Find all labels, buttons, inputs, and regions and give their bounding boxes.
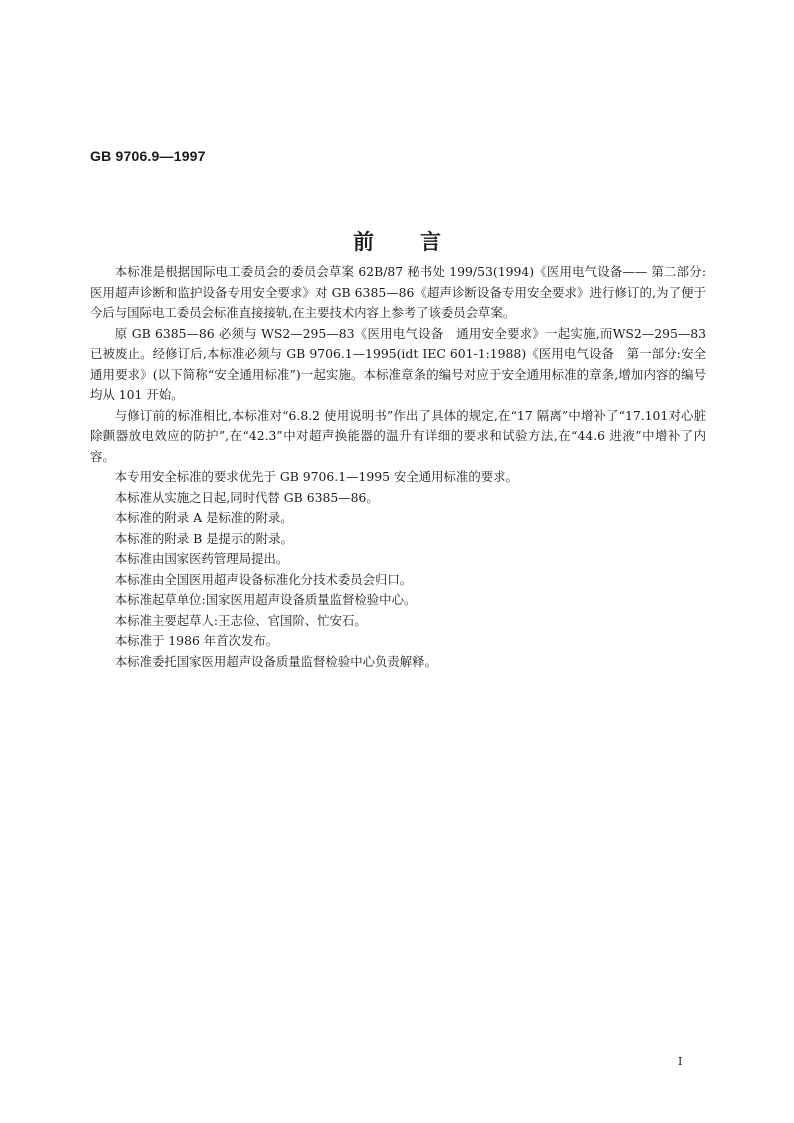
paragraph-12: 本标准于 1986 年首次发布。 bbox=[114, 633, 279, 648]
page-title-part-1: 前 bbox=[353, 230, 374, 254]
paragraph-8: 本标准由国家医药管理局提出。 bbox=[114, 551, 289, 566]
page-number: I bbox=[678, 1055, 683, 1068]
paragraph-2: 原 GB 6385—86 必须与 WS2—295—83《医用电气设备 通用安全要求》一起实施,而WS2—295—83已被废止。经修订后,本标准必须与 GB 9706.1—1995(idt IEC 601-1:1988)《医用电气设备 第一部分:安全通用要求》(以下简称“安全通用标准”)一起实施。本标准章条的编号对应于安全通用标准的章条,增加内容的编号均从 101 开始。 bbox=[90, 325, 706, 402]
foreword-body bbox=[90, 262, 706, 672]
paragraph-3: 与修订前的标准相比,本标准对“6.8.2 使用说明书”作出了具体的规定,在“17 隔离”中增补了“17.101对心脏除颤器放电效应的防护”,在“42.3”中对超声换能器的温升有详细的要求和试验方法,在“44.6 进液”中增补了内容。 bbox=[90, 407, 706, 464]
page-title-part-2: 言 bbox=[420, 230, 441, 254]
paragraph-11: 本标准主要起草人:王志俭、官国阶、忙安石。 bbox=[114, 612, 367, 628]
paragraph-7: 本标准的附录 B 是提示的附录。 bbox=[114, 530, 293, 546]
paragraph-6: 本标准的附录 A 是标准的附录。 bbox=[114, 510, 293, 525]
paragraph-4: 本专用安全标准的要求优先于 GB 9706.1—1995 安全通用标准的要求。 bbox=[114, 469, 518, 484]
paragraph-5: 本标准从实施之日起,同时代替 GB 6385—86。 bbox=[114, 489, 379, 505]
paragraph-9: 本标准由全国医用超声设备标准化分技术委员会归口。 bbox=[114, 571, 413, 587]
paragraph-1: 本标准是根据国际电工委员会的委员会草案 62B/87 秘书处 199/53(1994)《医用电气设备—— 第二部分:医用超声诊断和监护设备专用安全要求》对 GB 6385—86《超声诊断设备专用安全要求》进行修订的,为了便于今后与国际电工委员会标准直接接轨,在主要技术内容上参考了该委员会草案。 bbox=[90, 264, 706, 320]
paragraph-13: 本标准委托国家医用超声设备质量监督检验中心负责解释。 bbox=[114, 653, 437, 669]
page-title bbox=[0, 226, 794, 256]
standard-code: GB 9706.9—1997 bbox=[90, 148, 206, 164]
paragraph-10: 本标准起草单位:国家医用超声设备质量监督检验中心。 bbox=[114, 592, 417, 607]
